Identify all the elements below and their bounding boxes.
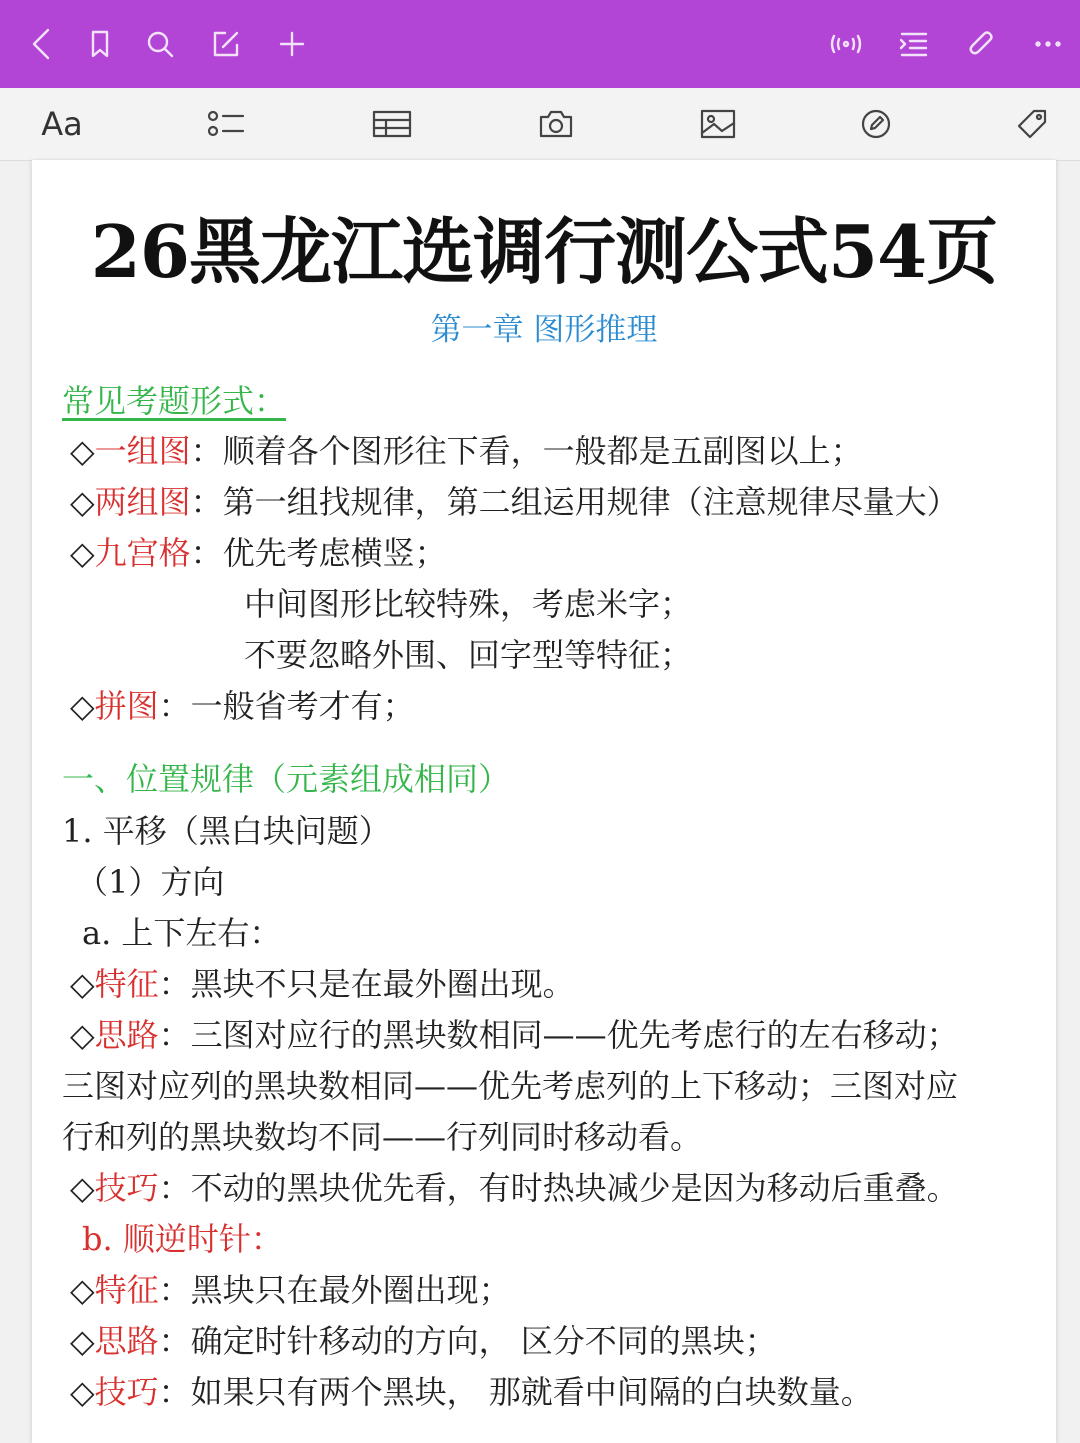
format-toolbar xyxy=(0,88,1080,161)
camera-icon[interactable] xyxy=(534,102,578,146)
common-forms-heading: 常见考题形式： xyxy=(62,382,287,420)
search-icon[interactable] xyxy=(142,26,178,62)
item-text: ：不动的黑块优先看，有时热块减少是因为移动后重叠。 xyxy=(158,1169,959,1207)
item-text: ：如果只有两个黑块， 那就看中间隔的白块数量。 xyxy=(158,1373,873,1411)
item-key: 技巧 xyxy=(94,1373,159,1411)
tip-item xyxy=(70,1163,959,1209)
diamond-bullet: ◇ xyxy=(70,1271,95,1309)
item-heading: a. 上下左右： xyxy=(82,914,282,952)
idea-item xyxy=(70,1010,959,1056)
section-heading: 一、位置规律（元素组成相同） xyxy=(62,760,511,798)
nine-grid-note: 中间图形比较特殊，考虑米字； xyxy=(244,585,693,623)
nine-grid-note: 不要忽略外围、回字型等特征； xyxy=(244,636,693,674)
item-key: 技巧 xyxy=(94,1169,159,1207)
feature-item xyxy=(70,1265,511,1311)
form-key: 一组图 xyxy=(94,432,191,470)
diamond-bullet: ◇ xyxy=(70,687,95,725)
diamond-bullet: ◇ xyxy=(70,1373,95,1411)
checklist-icon[interactable] xyxy=(204,102,248,146)
edit-icon[interactable] xyxy=(208,26,244,62)
tip-item xyxy=(70,1367,873,1413)
outline-icon[interactable] xyxy=(896,26,932,62)
form-item xyxy=(70,681,415,727)
cast-icon[interactable] xyxy=(826,26,866,62)
item-key: 特征 xyxy=(94,1271,159,1309)
note-page[interactable] xyxy=(32,160,1056,1443)
form-key: 两组图 xyxy=(94,483,191,521)
plus-icon[interactable] xyxy=(274,26,310,62)
table-icon[interactable] xyxy=(370,102,414,146)
form-item xyxy=(70,426,863,472)
item-key: 思路 xyxy=(94,1322,159,1360)
attachment-icon[interactable] xyxy=(964,26,1000,62)
item-text: ：三图对应行的黑块数相同——优先考虑行的左右移动； xyxy=(158,1016,959,1054)
image-icon[interactable] xyxy=(696,102,740,146)
item-text: ：确定时针移动的方向， 区分不同的黑块； xyxy=(158,1322,777,1360)
item-text: ：黑块不只是在最外圈出现。 xyxy=(158,965,575,1003)
pen-icon[interactable] xyxy=(854,102,898,146)
chapter-heading: 第一章 图形推理 xyxy=(430,312,658,348)
subsection-heading: 1. 平移（黑白块问题） xyxy=(62,812,391,850)
form-text: ：优先考虑横竖； xyxy=(190,534,447,572)
tag-icon[interactable] xyxy=(1010,102,1054,146)
page-title: 26黑龙江选调行测公式54页 xyxy=(90,209,998,294)
app-top-bar xyxy=(0,0,1080,88)
form-item xyxy=(70,477,959,523)
idea-continuation: 行和列的黑块数均不同——行列同时移动看。 xyxy=(62,1118,703,1156)
form-key: 九宫格 xyxy=(94,534,191,572)
item-text: ：黑块只在最外圈出现； xyxy=(158,1271,511,1309)
item-key: 特征 xyxy=(94,965,159,1003)
diamond-bullet: ◇ xyxy=(70,965,95,1003)
back-icon[interactable] xyxy=(24,26,60,62)
form-item xyxy=(70,528,447,574)
item-key: 思路 xyxy=(94,1016,159,1054)
form-text: ：第一组找规律，第二组运用规律（注意规律尽量大） xyxy=(190,483,959,521)
diamond-bullet: ◇ xyxy=(70,534,95,572)
diamond-bullet: ◇ xyxy=(70,1322,95,1360)
sub-subsection-heading: （1）方向 xyxy=(76,863,225,901)
form-key: 拼图 xyxy=(94,687,159,725)
form-text: ：一般省考才有； xyxy=(158,687,415,725)
idea-continuation: 三图对应列的黑块数相同——优先考虑列的上下移动；三图对应 xyxy=(62,1067,959,1105)
idea-item xyxy=(70,1316,777,1362)
diamond-bullet: ◇ xyxy=(70,1016,95,1054)
diamond-bullet: ◇ xyxy=(70,483,95,521)
diamond-bullet: ◇ xyxy=(70,432,95,470)
diamond-bullet: ◇ xyxy=(70,1169,95,1207)
more-icon[interactable] xyxy=(1030,26,1066,62)
item-heading: b. 顺逆时针： xyxy=(82,1220,283,1258)
text-format-button[interactable]: Aa xyxy=(41,105,83,143)
bookmark-icon[interactable] xyxy=(82,26,118,62)
feature-item xyxy=(70,959,575,1005)
form-text: ：顺着各个图形往下看，一般都是五副图以上； xyxy=(190,432,863,470)
